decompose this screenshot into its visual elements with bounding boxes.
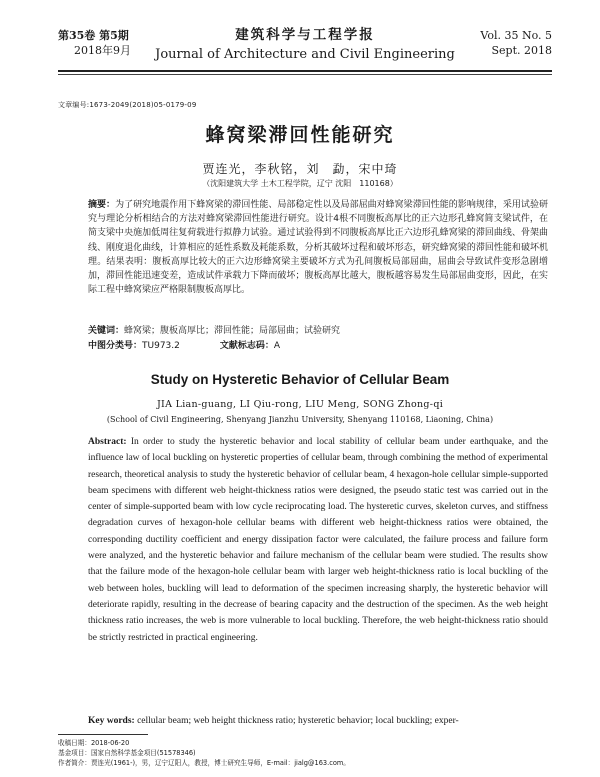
journal-header <box>58 26 552 86</box>
english-keywords <box>88 713 548 729</box>
journal-name-cn: 建筑科学与工程学报 <box>235 27 375 43</box>
footnote-fund: 基金项目：国家自然科学基金项目(51578346) <box>58 749 196 757</box>
issue-date: 2018年9月 <box>74 44 131 57</box>
volume-number: Vol. 35 No. 5 <box>480 29 552 42</box>
english-affiliation: (School of Civil Engineering, Shenyang Jianzhu University, Shenyang 110168, Liaoning, China) <box>106 415 494 424</box>
footnote-author: 作者简介：贾连光(1961-)，男，辽宁辽阳人，教授，博士研究生导师，E-mail：jialg@163.com。 <box>58 759 350 767</box>
chinese-abstract <box>88 198 548 297</box>
chinese-authors: 贾连光，李秋铭，刘 勐，宋中琦 <box>202 162 398 176</box>
english-keywords-label: Key words: <box>88 716 135 726</box>
english-abstract <box>88 434 548 646</box>
chinese-title: 蜂窝梁滞回性能研究 <box>205 124 395 146</box>
header-rule-thick <box>58 70 552 72</box>
volume-date: Sept. 2018 <box>491 44 552 57</box>
english-abstract-label: Abstract: <box>88 437 127 447</box>
english-authors: JIA Lian-guang, LI Qiu-rong, LIU Meng, SONG Zhong-qi <box>156 399 444 410</box>
english-abstract-text: In order to study the hysteretic behavior and local stability of cellular beam under earthquake, and the influence law of local buckling on hysteretic properties of cellular beam, through combining the method of experimental research, theoretical analysis to study the hysteretic behavior of cellular beam, 4 hexagon-hole cellular simple-supported beam specimens with different web height-thickness ratios were designed, the pseudo static test was carried out in the center of simple-supported beam with low cycle reciprocating load. The hysteretic curves, skeleton curves, and stiffness degradation curves of hexagon-hole cellular beams with different web height-thickness ratios were obtained, the corresponding ductility coefficient and energy dissipation factor were calculated, the failure process and failure form were analyzed, and the hysteretic behavior and failure mechanism of the cellular beam were studied. The results show that the failure mode of the hexagon-hole cellular beam with larger web height-thickness ratio is local buckling of the web between holes, buckling will lead to deformation of the specimen increasing sharply, the hysteretic behavior will deteriorate rapidly, resulting in the decrease of bearing capacity and the destruction of the specimen. As the web height thickness ratio increases, the web is more vulnerable to local buckling. Therefore, the web height-thickness ratio should be strictly restricted in practical engineering. <box>88 437 548 643</box>
header-rule-thin <box>58 74 552 75</box>
chinese-keywords <box>88 324 558 338</box>
footnote-rule <box>58 734 148 735</box>
journal-name <box>58 26 552 64</box>
article-number: 文章编号:1673-2049(2018)05-0179-09 <box>58 101 197 109</box>
english-title: Study on Hysteretic Behavior of Cellular Beam <box>150 372 450 387</box>
chinese-abstract-text: 为了研究地震作用下蜂窝梁的滞回性能、局部稳定性以及局部屈曲对蜂窝梁滞回性能的影响规律，采用试验研究与理论分析相结合的方法对蜂窝梁滞回性能进行研究。设计4根不同腹板高厚比的正六边形孔蜂窝简支梁试件，在简支梁中央施加低周往复荷载进行拟静力试验。通过试验得到不同腹板高厚比正六边形孔蜂窝梁的滞回曲线、骨架曲线、刚度退化曲线，计算相应的延性系数及耗能系数，分析其破坏过程和破坏形态，研究蜂窝梁的滞回性能和破坏机理。结果表明：腹板高厚比较大的正六边形蜂窝梁主要破坏方式为孔间腹板局部屈曲，屈曲会导致试件变形急剧增加，滞回性能迅速变差，造成试件承载力下降而破坏；腹板高厚比越大，腹板越容易发生局部屈曲变形，因此，在实际工程中蜂窝梁应严格限制腹板高厚比。 <box>88 200 548 296</box>
footnote-received: 收稿日期：2018-06-20 <box>58 739 130 747</box>
chinese-keywords-label: 关键词： <box>88 326 125 336</box>
classification-value: TU973.2 <box>142 341 180 351</box>
document-code-value: A <box>273 341 281 351</box>
document-code-label: 文献标志码： <box>219 341 274 351</box>
journal-name-en: Journal of Architecture and Civil Engineering <box>155 47 455 62</box>
classification-line <box>88 339 558 353</box>
english-keywords-text: cellular beam; web height thickness ratio; hysteretic behavior; local buckling; exper- <box>137 716 459 726</box>
volume-info <box>480 28 552 58</box>
chinese-keywords-text: 蜂窝梁；腹板高厚比；滞回性能；局部屈曲；试验研究 <box>124 326 341 336</box>
issue-number: 第35卷 第5期 <box>58 29 129 42</box>
chinese-affiliation: （沈阳建筑大学 土木工程学院，辽宁 沈阳 110168） <box>202 179 398 188</box>
classification-label: 中图分类号： <box>88 341 143 351</box>
chinese-abstract-label: 摘要： <box>88 200 116 210</box>
